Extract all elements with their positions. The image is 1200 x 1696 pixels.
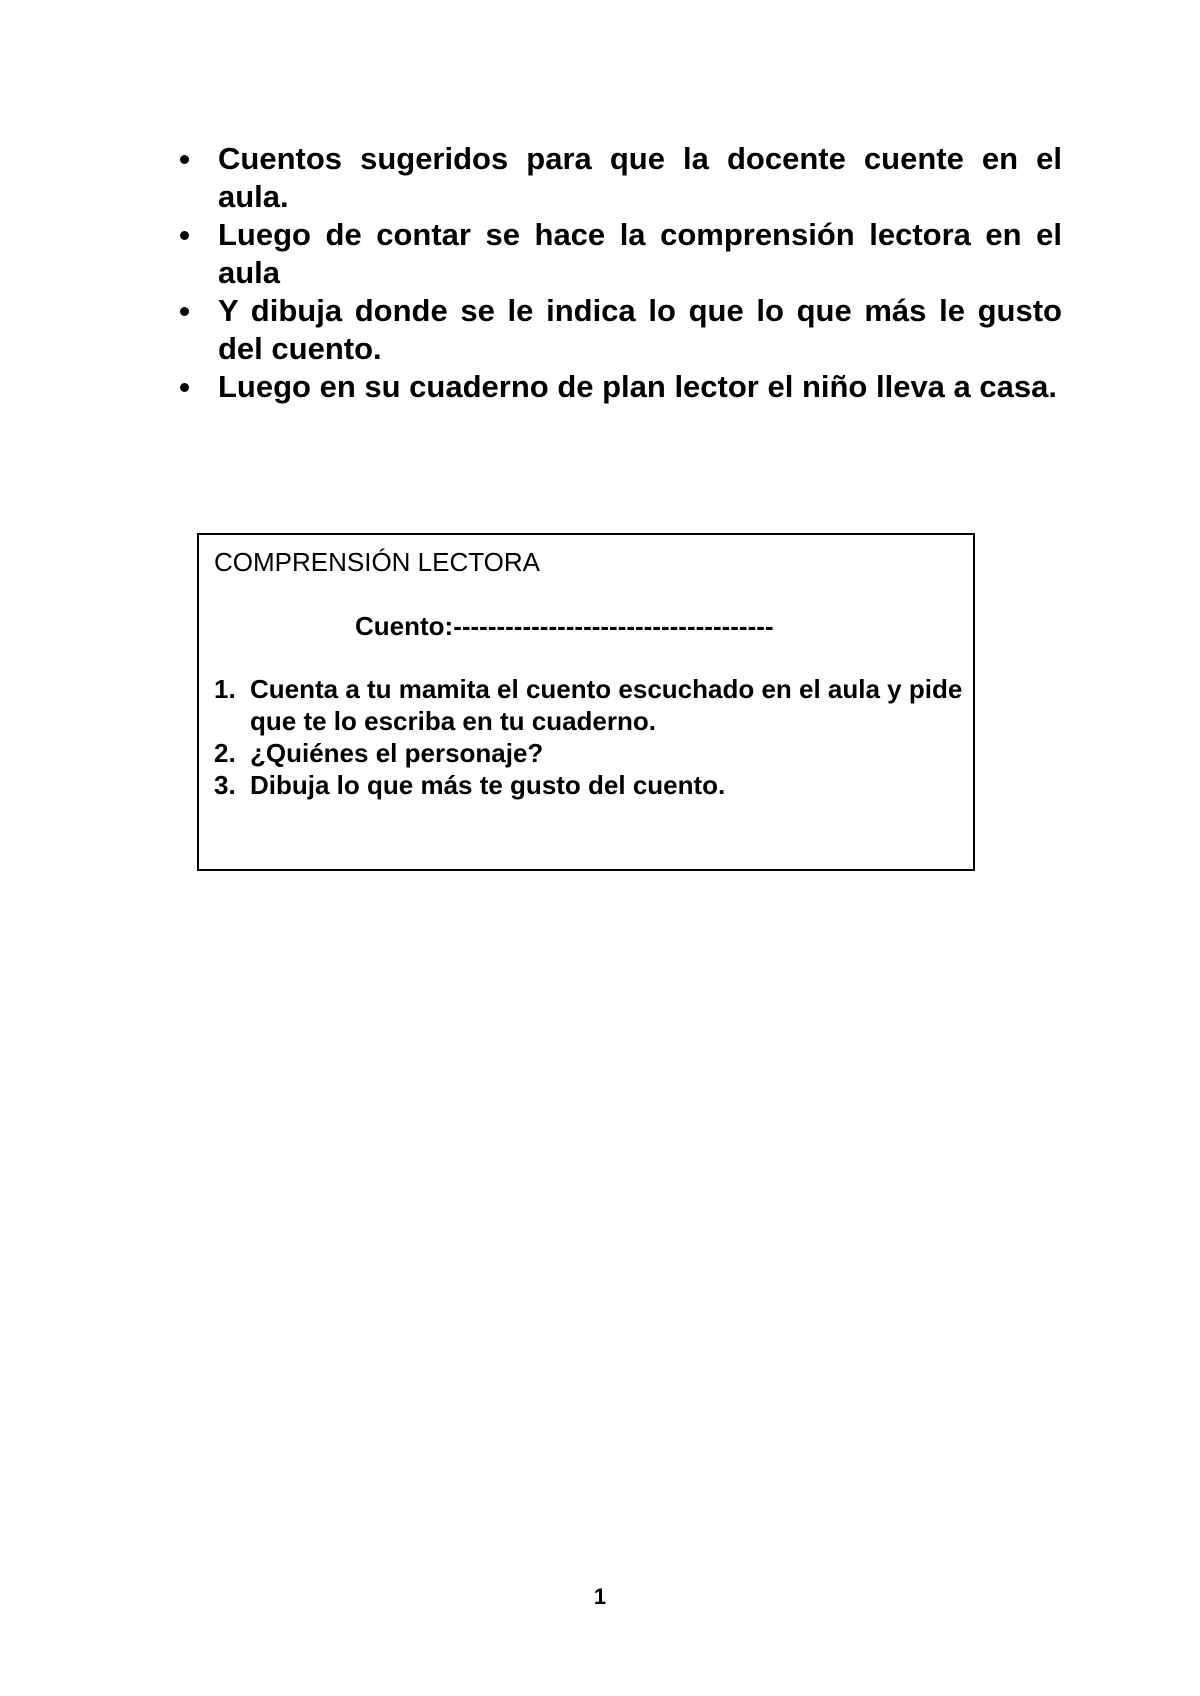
question-item <box>214 737 969 769</box>
question-item <box>214 673 969 737</box>
box-title: COMPRENSIÓN LECTORA <box>214 547 541 577</box>
instructions-list <box>172 140 1062 406</box>
question-number: 3. <box>214 770 236 800</box>
instruction-text: Y dibuja donde se le indica lo que lo que más le gusto del cuento. <box>218 293 1062 366</box>
bullet-icon <box>180 307 189 316</box>
questions-list <box>214 673 969 801</box>
instruction-item <box>172 292 1062 368</box>
question-text: Dibuja lo que más te gusto del cuento. <box>250 770 726 800</box>
page-number: 1 <box>593 1584 607 1609</box>
instruction-item <box>172 140 1062 216</box>
instruction-text: Cuentos sugeridos para que la docente cuente en el aula. <box>218 141 1062 214</box>
bullet-icon <box>180 383 189 392</box>
question-text: ¿Quiénes el personaje? <box>250 738 544 768</box>
bullet-icon <box>180 155 189 164</box>
instruction-text: Luego en su cuaderno de plan lector el niño lleva a casa. <box>218 369 1057 404</box>
instruction-item <box>172 368 1062 406</box>
reading-comprehension-box <box>197 533 975 871</box>
question-number: 2. <box>214 738 236 768</box>
story-name-line: Cuento:------------------------------------- <box>355 611 774 641</box>
instruction-text: Luego de contar se hace la comprensión lectora en el aula <box>218 217 1062 290</box>
bullet-icon <box>180 231 189 240</box>
question-number: 1. <box>214 674 236 704</box>
instruction-item <box>172 216 1062 292</box>
question-item <box>214 769 969 801</box>
question-text: Cuenta a tu mamita el cuento escuchado en el aula y pide que te lo escriba en tu cuaderno. <box>250 674 963 736</box>
